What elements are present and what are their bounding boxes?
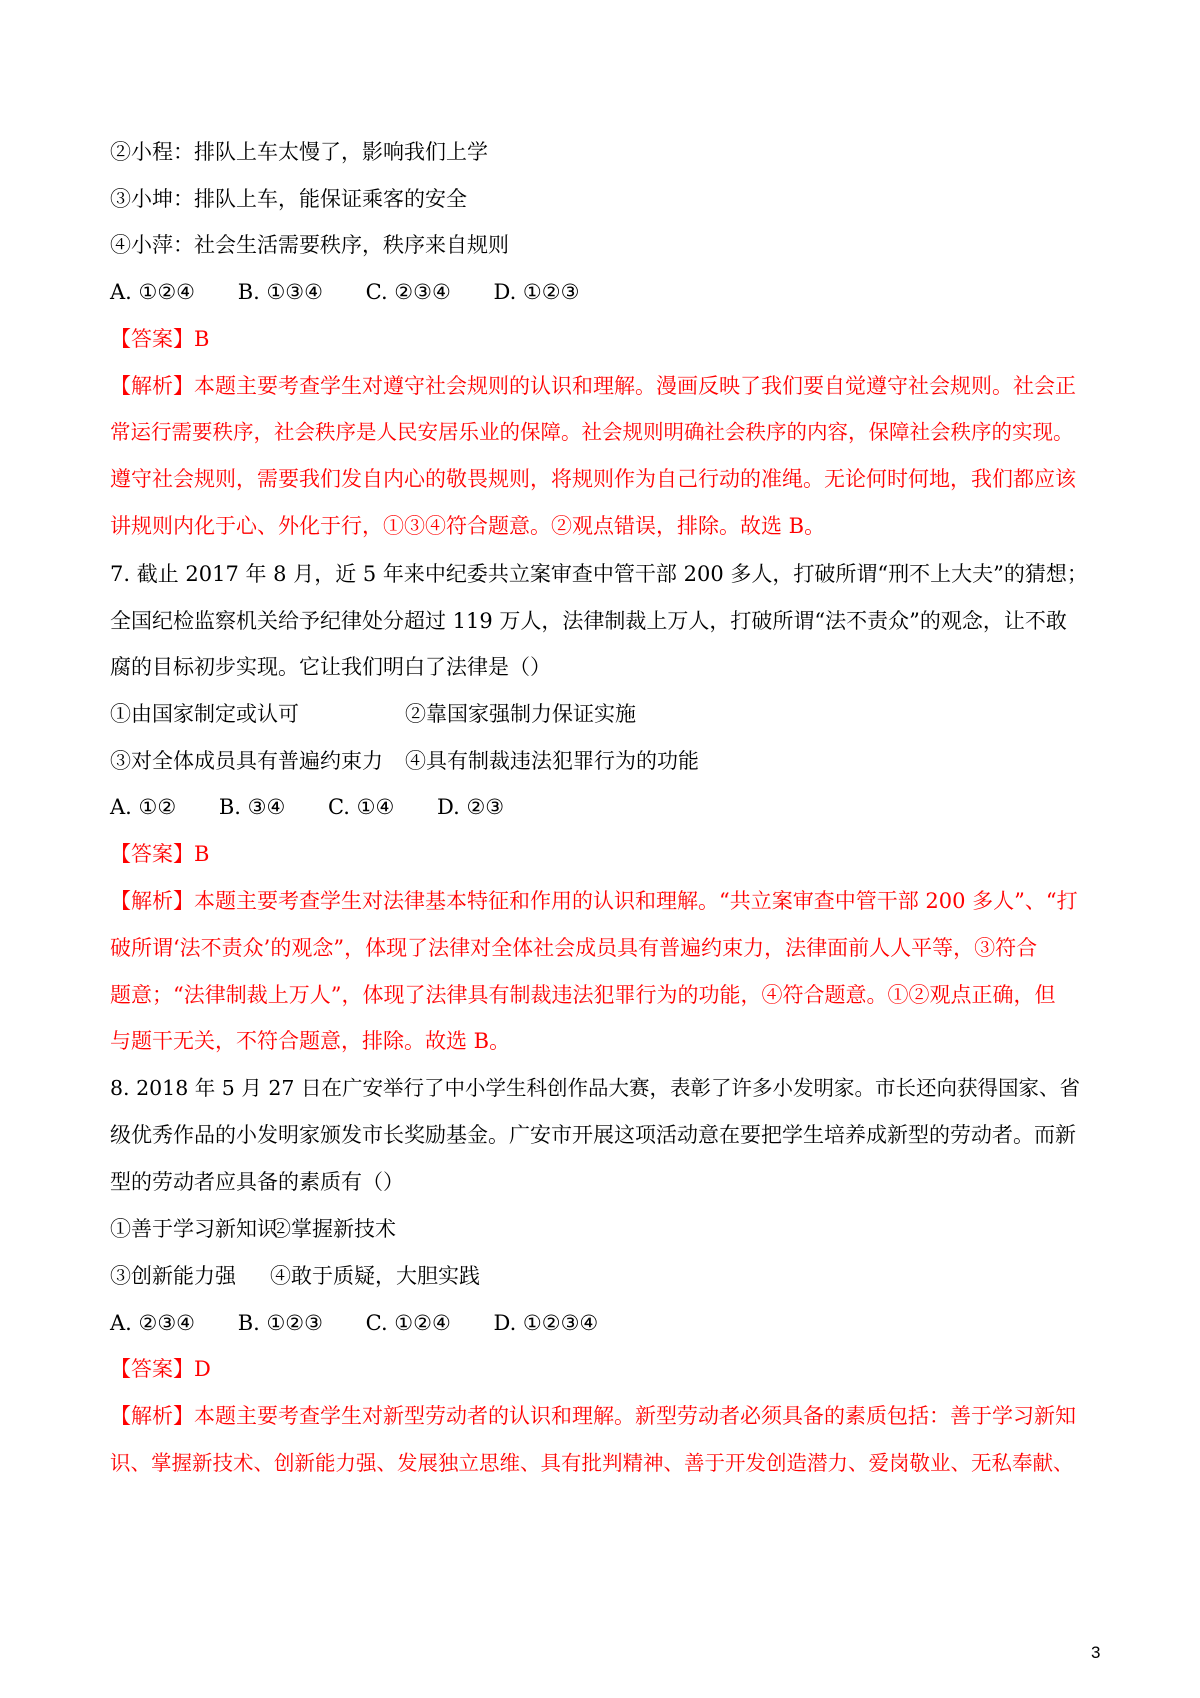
q7-analysis-line: 与题干无关，不符合题意，排除。故选 B。 <box>110 1029 511 1053</box>
q7-option-a: A. ①② <box>110 795 177 819</box>
q7-items-row <box>110 699 636 729</box>
q7-option-b: B. ③④ <box>218 795 286 819</box>
q7-item-4: ④具有制裁违法犯罪行为的功能 <box>405 749 699 773</box>
q7-stem-line: 全国纪检监察机关给予纪律处分超过 119 万人，法律制裁上万人，打破所谓“法不责众”的观念，让不敢 <box>110 609 1067 633</box>
q8-analysis-line: 识、掌握新技术、创新能力强、发展独立思维、具有批判精神、善于开发创造潜力、爱岗敬业、无私奉献、 <box>110 1451 1074 1475</box>
q7-analysis-line: 破所谓‘法不责众’的观念”，体现了法律对全体社会成员具有普遍约束力，法律面前人人平等，③符合 <box>110 936 1038 960</box>
q8-option-a: A. ②③④ <box>110 1311 195 1335</box>
q6-statement-4: ④小萍：社会生活需要秩序，秩序来自规则 <box>110 233 509 257</box>
q6-analysis-line: 遵守社会规则，需要我们发自内心的敬畏规则，将规则作为自己行动的准绳。无论何时何地，我们都应该 <box>110 467 1076 491</box>
q7-item-3: ③对全体成员具有普遍约束力 <box>110 749 383 773</box>
q7-option-d: D. ②③ <box>437 795 505 819</box>
q8-stem-line: 级优秀作品的小发明家颁发市长奖励基金。广安市开展这项活动意在要把学生培养成新型的劳动者。而新 <box>110 1123 1076 1147</box>
q7-analysis-line: 【解析】本题主要考查学生对法律基本特征和作用的认识和理解。“共立案审查中管干部 200 多人”、“打 <box>110 889 1078 913</box>
q7-options <box>110 792 540 822</box>
q8-item-1: ①善于学习新知识 <box>110 1217 278 1241</box>
q8-items-row <box>110 1214 396 1244</box>
q6-option-b: B. ①③④ <box>237 280 323 304</box>
q7-items-row <box>110 746 699 776</box>
q8-option-b: B. ①②③ <box>237 1311 323 1335</box>
q7-answer: 【答案】B <box>110 842 210 866</box>
q6-analysis-line: 【解析】本题主要考查学生对遵守社会规则的认识和理解。漫画反映了我们要自觉遵守社会规则。社会正 <box>110 374 1076 398</box>
q7-item-2: ②靠国家强制力保证实施 <box>405 702 636 726</box>
q6-statement-3: ③小坤：排队上车，能保证乘客的安全 <box>110 187 467 211</box>
q8-option-c: C. ①②④ <box>365 1311 451 1335</box>
q8-analysis-line: 【解析】本题主要考查学生对新型劳动者的认识和理解。新型劳动者必须具备的素质包括：善于学习新知 <box>110 1404 1076 1428</box>
q8-stem-line: 型的劳动者应具备的素质有（） <box>110 1170 404 1194</box>
q7-item-1: ①由国家制定或认可 <box>110 702 299 726</box>
q8-items-row <box>110 1261 480 1291</box>
q6-option-a: A. ①②④ <box>110 280 195 304</box>
q7-option-c: C. ①④ <box>327 795 395 819</box>
q8-item-2: ②掌握新技术 <box>270 1217 396 1241</box>
q8-option-d: D. ①②③④ <box>493 1311 599 1335</box>
q6-answer: 【答案】B <box>110 327 210 351</box>
q6-analysis-line: 讲规则内化于心、外化于行，①③④符合题意。②观点错误，排除。故选 B。 <box>110 514 826 538</box>
q7-stem-line: 腐的目标初步实现。它让我们明白了法律是（） <box>110 655 551 679</box>
q6-option-d: D. ①②③ <box>493 280 580 304</box>
q8-item-3: ③创新能力强 <box>110 1264 236 1288</box>
q7-stem-line: 7. 截止 2017 年 8 月，近 5 年来中纪委共立案审查中管干部 200 多人，打破所谓“刑不上大夫”的猜想； <box>110 562 1088 586</box>
q6-options <box>110 277 615 307</box>
q6-statement-2: ②小程：排队上车太慢了，影响我们上学 <box>110 140 488 164</box>
q8-item-4: ④敢于质疑，大胆实践 <box>270 1264 480 1288</box>
q7-analysis-line: 题意；“法律制裁上万人”，体现了法律具有制裁违法犯罪行为的功能，④符合题意。①②观点正确，但 <box>110 983 1056 1007</box>
q6-option-c: C. ②③④ <box>365 280 451 304</box>
q6-analysis-line: 常运行需要秩序，社会秩序是人民安居乐业的保障。社会规则明确社会秩序的内容，保障社会秩序的实现。 <box>110 420 1074 444</box>
page-number: 3 <box>1091 1643 1101 1662</box>
q8-stem-line: 8. 2018 年 5 月 27 日在广安举行了中小学生科创作品大赛，表彰了许多小发明家。市长还向获得国家、省 <box>110 1076 1080 1100</box>
q8-options <box>110 1308 634 1338</box>
q8-answer: 【答案】D <box>110 1357 211 1381</box>
